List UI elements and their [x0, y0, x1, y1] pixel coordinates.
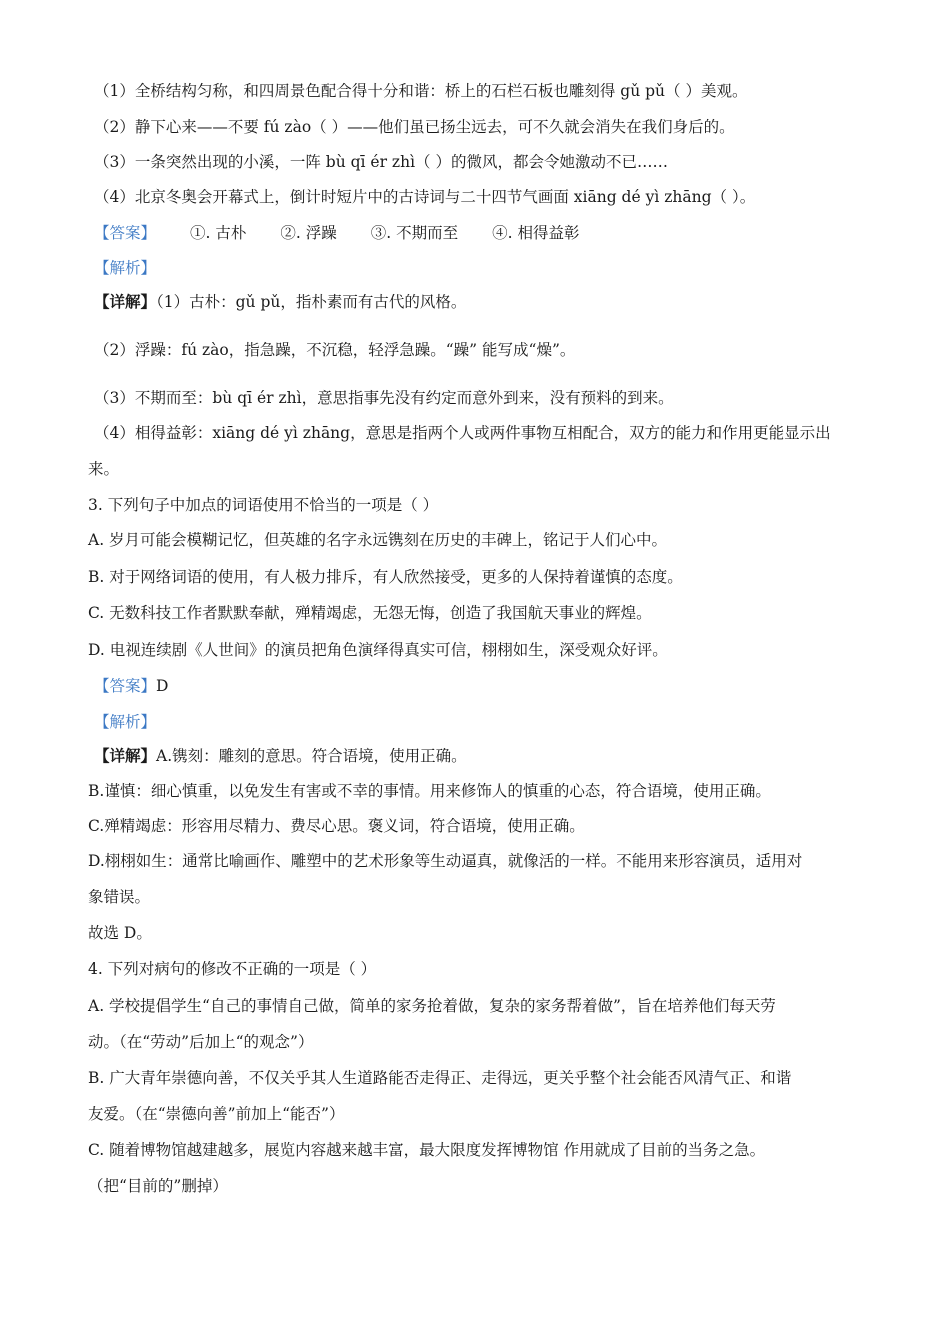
answer-item-4: ④. 相得益彰: [492, 224, 580, 242]
q3-analysis-tag: 【解析】: [94, 713, 157, 731]
q3-detail-d1: D.栩栩如生：通常比喻画作、雕塑中的艺术形象等生动逼真，就像活的一样。不能用来形容演员，适用对: [88, 852, 803, 870]
answer-value: D: [156, 677, 169, 695]
detail-text: A.镌刻：雕刻的意思。符合语境，使用正确。: [156, 747, 467, 765]
q4-option-b1: B. 广大青年崇德向善，不仅关乎其人生道路能否走得正、走得远，更关乎整个社会能否风清气正、和谐: [88, 1069, 792, 1087]
q2-item-1: （1）全桥结构匀称，和四周景色配合得十分和谐：桥上的石栏石板也雕刻得 gǔ pǔ（ ）美观。: [94, 82, 748, 100]
q4-option-c2: （把“目前的”删掉）: [88, 1177, 228, 1195]
q2-detail-4a: （4）相得益彰：xiāng dé yì zhāng，意思是指两个人或两件事物互相配合，双方的能力和作用更能显示出: [94, 424, 831, 442]
detail-text: （1）古朴：gǔ pǔ，指朴素而有古代的风格。: [156, 293, 467, 311]
q2-item-3: （3）一条突然出现的小溪，一阵 bù qī ér zhì（ ）的微风，都会令她激动不已……: [94, 153, 668, 171]
q3-detail-b: B.谨慎：细心慎重，以免发生有害或不幸的事情。用来修饰人的慎重的心态，符合语境，使用正确。: [88, 782, 771, 800]
q3-option-a: A. 岁月可能会模糊记忆，但英雄的名字永远镌刻在历史的丰碑上，铭记于人们心中。: [88, 531, 668, 549]
q2-detail-4b: 来。: [88, 460, 120, 478]
detail-tag: 【详解】: [94, 292, 157, 311]
answer-item-2: ②. 浮躁: [280, 224, 337, 242]
q3-detail-c: C.殚精竭虑：形容用尽精力、费尽心思。褒义词，符合语境，使用正确。: [88, 817, 585, 835]
answer-item-1: ①. 古朴: [190, 224, 247, 242]
q2-answer: [94, 222, 862, 244]
q3-option-b: B. 对于网络词语的使用，有人极力排斥，有人欣然接受，更多的人保持着谨慎的态度。: [88, 568, 683, 586]
q3-choose: 故选 D。: [88, 924, 152, 942]
q2-item-2: （2）静下心来——不要 fú zào（ ）——他们虽已扬尘远去，可不久就会消失在我们身后的。: [94, 118, 735, 136]
q2-analysis-tag: 【解析】: [94, 259, 157, 277]
detail-tag: 【详解】: [94, 746, 157, 765]
q3-detail-a: [94, 745, 862, 767]
q3-option-d: D. 电视连续剧《人世间》的演员把角色演绎得真实可信，栩栩如生，深受观众好评。: [88, 641, 668, 659]
q2-detail-1: [94, 291, 862, 313]
answer-tag: 【答案】: [94, 224, 157, 242]
q4-option-a1: A. 学校提倡学生“自己的事情自己做，简单的家务抢着做，复杂的家务帮着做”，旨在培养他们每天劳: [88, 997, 776, 1015]
q4-option-c1: C. 随着博物馆越建越多，展览内容越来越丰富，最大限度发挥博物馆 作用就成了目前的当务之急。: [88, 1141, 766, 1159]
q3-stem: 3. 下列句子中加点的词语使用不恰当的一项是（ ）: [88, 496, 439, 514]
q2-detail-3: （3）不期而至：bù qī ér zhì，意思指事先没有约定而意外到来，没有预料的到来。: [94, 389, 674, 407]
q3-detail-d2: 象错误。: [88, 888, 151, 906]
q3-answer: [94, 675, 862, 697]
q3-option-c: C. 无数科技工作者默默奉献，殚精竭虑，无怨无悔，创造了我国航天事业的辉煌。: [88, 604, 652, 622]
q2-detail-2: （2）浮躁：fú zào，指急躁，不沉稳，轻浮急躁。“躁” 能写成“燥”。: [94, 341, 576, 359]
q4-option-b2: 友爱。（在“崇德向善”前加上“能否”）: [88, 1105, 345, 1123]
q4-stem: 4. 下列对病句的修改不正确的一项是（ ）: [88, 960, 377, 978]
q2-item-4: （4）北京冬奥会开幕式上，倒计时短片中的古诗词与二十四节气画面 xiāng dé yì zhāng（ ）。: [94, 188, 756, 206]
answer-tag: 【答案】: [94, 677, 157, 695]
answer-item-3: ③. 不期而至: [370, 224, 459, 242]
q4-option-a2: 动。（在“劳动”后加上“的观念”）: [88, 1033, 314, 1051]
